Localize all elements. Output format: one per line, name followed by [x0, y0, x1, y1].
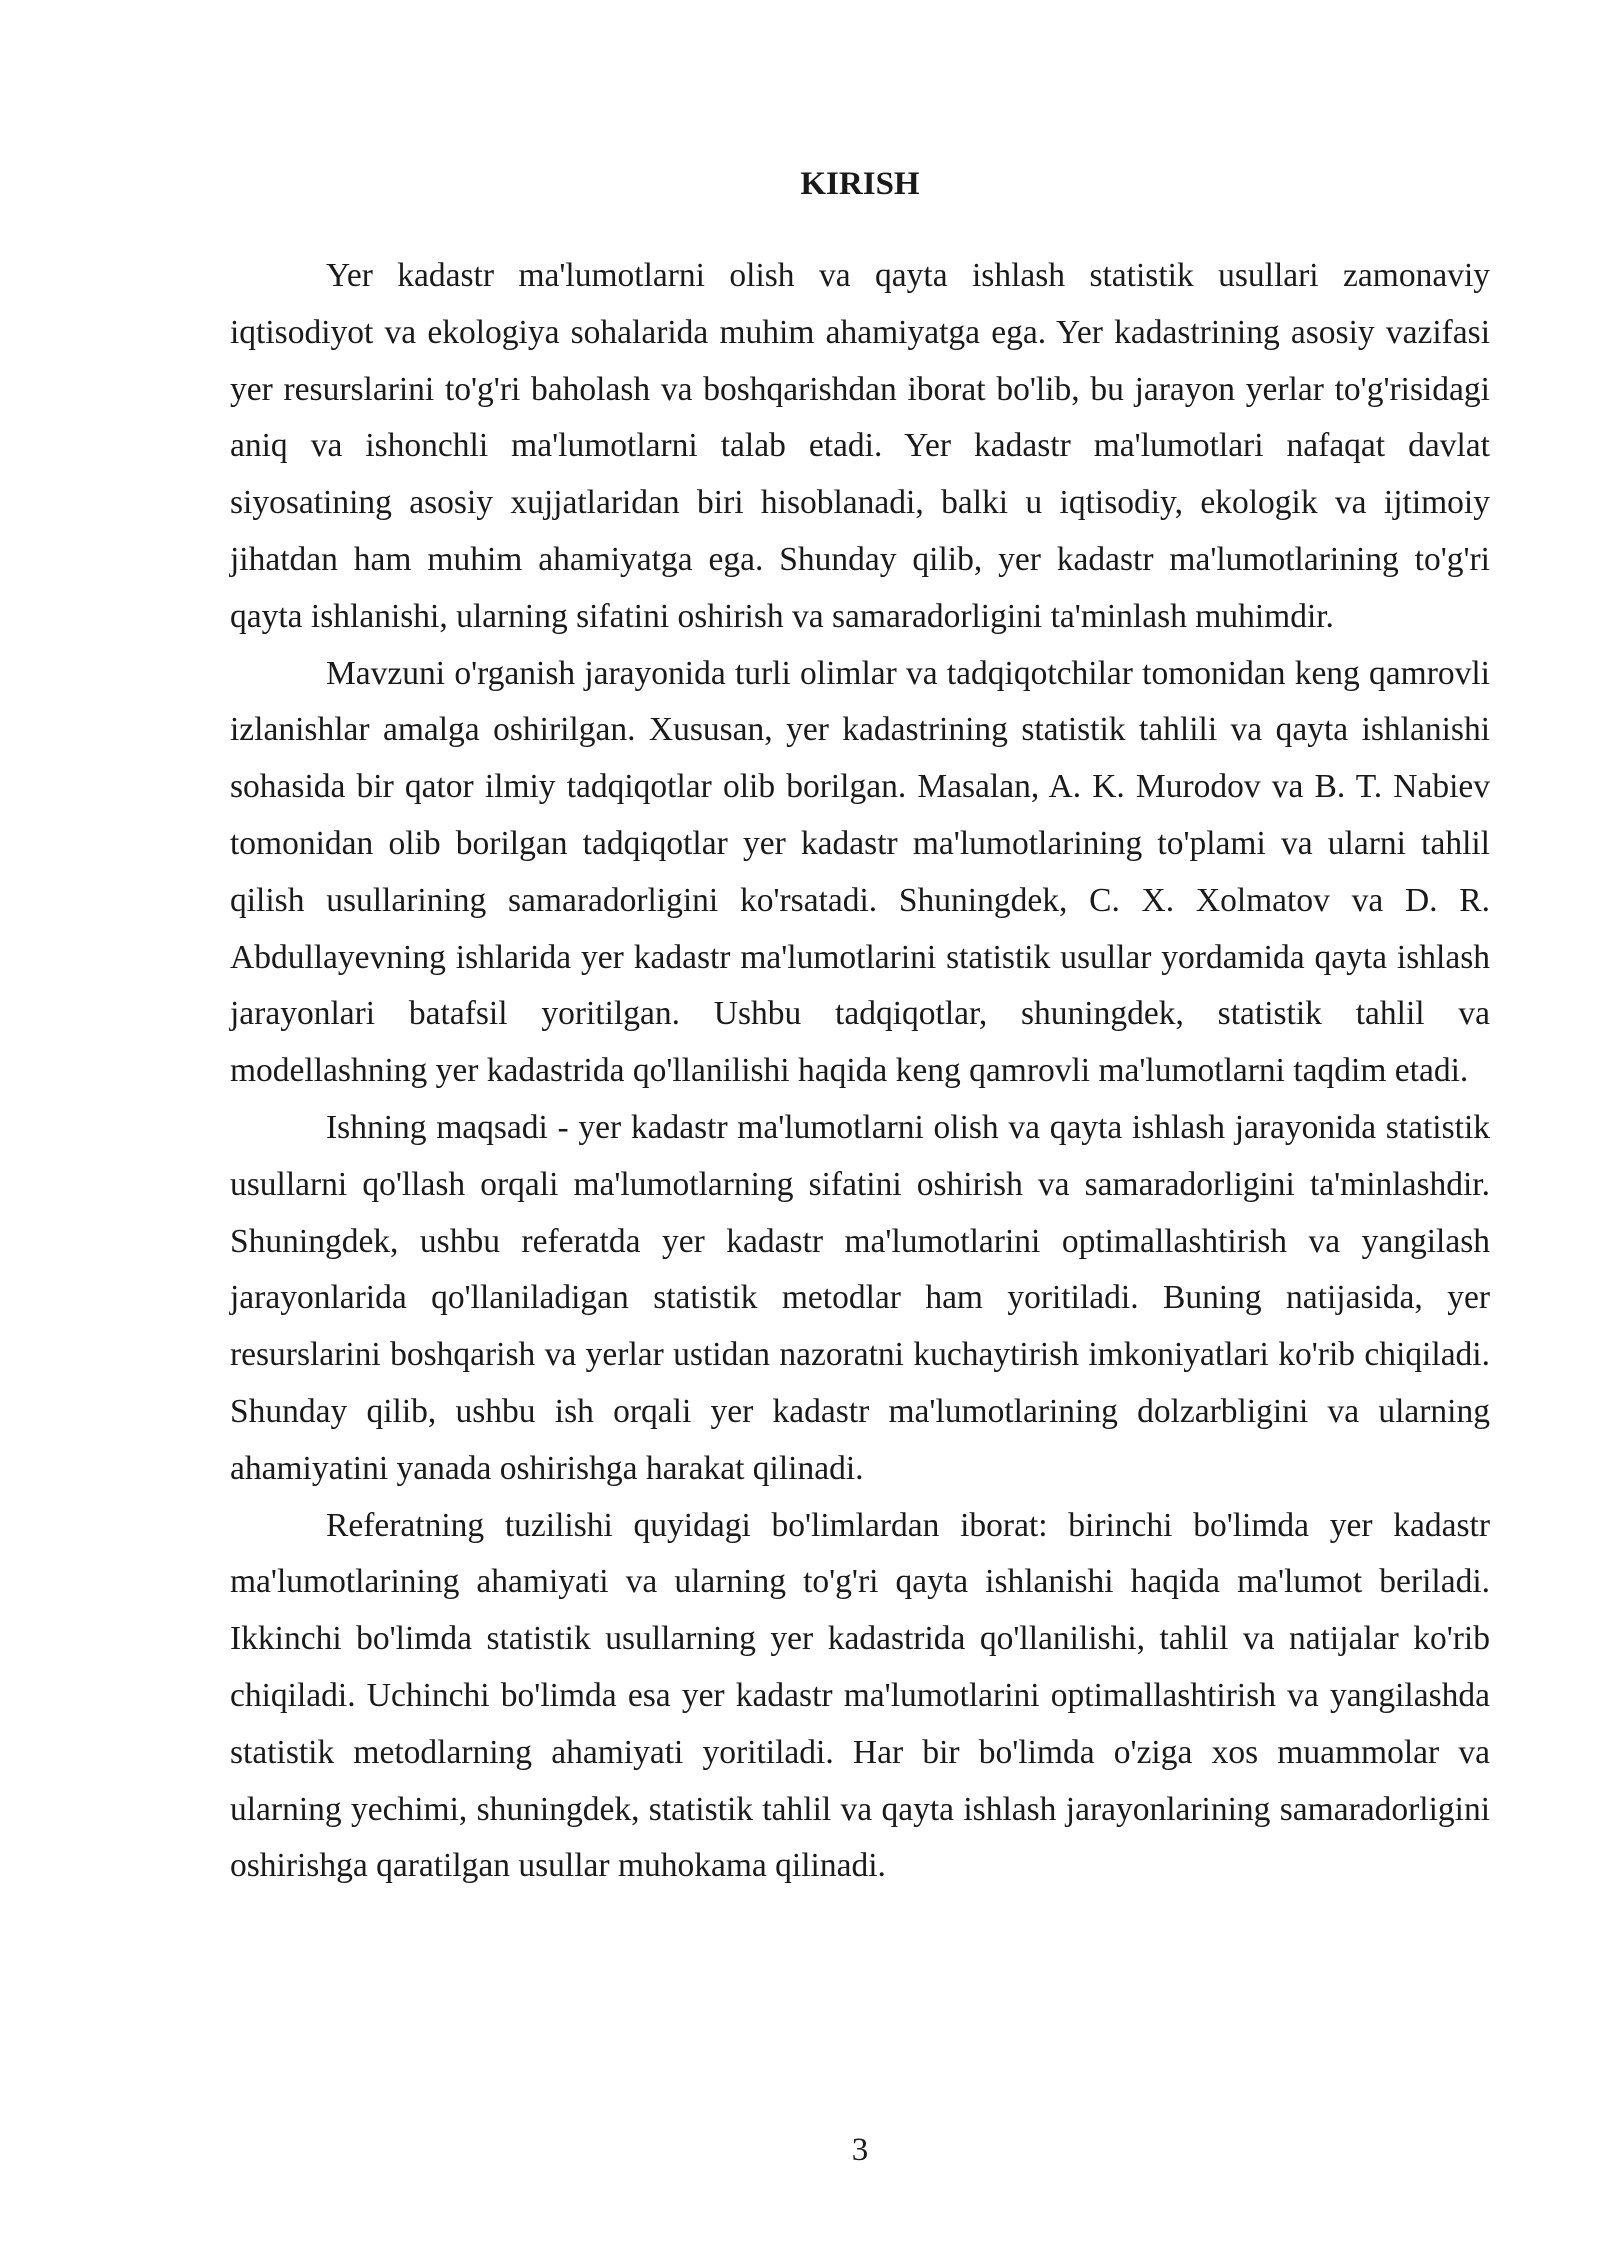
- paragraph-structure: Referatning tuzilishi quyidagi bo'limlardan iborat: birinchi bo'limda yer kadastr ma'lumotlarining ahamiyati va ularning to'g'ri qayta ishlanishi haqida ma'lumot beriladi. Ikkinchi bo'limda statistik usullarning yer kadastrida qo'llanilishi, tahlil va natijalar ko'rib chiqiladi. Uchinchi bo'limda esa yer kadastr ma'lumotlarini optimallashtirish va yangilashda statistik metodlarning ahamiyati yoritiladi. Har bir bo'limda o'ziga xos muammolar va ularning yechimi, shuningdek, statistik tahlil va qayta ishlash jarayonlarining samaradorligini oshirishga qaratilgan usullar muhokama qilinadi.: [230, 1506, 1490, 1885]
- paragraph-literature-review: Mavzuni o'rganish jarayonida turli olimlar va tadqiqotchilar tomonidan keng qamrovli izlanishlar amalga oshirilgan. Xususan, yer kadastrining statistik tahlili va qayta ishlanishi sohasida bir qator ilmiy tadqiqotlar olib borilgan. Masalan, A. K. Murodov va B. T. Nabiev tomonidan olib borilgan tadqiqotlar yer kadastr ma'lumotlarining to'plami va ularni tahlil qilish usullarining samaradorligini ko'rsatadi. Shuningdek, C. X. Xolmatov va D. R. Abdullayevning ishlarida yer kadastr ma'lumotlarini statistik usullar yordamida qayta ishlash jarayonlari batafsil yoritilgan. Ushbu tadqiqotlar, shuningdek, statistik tahlil va modellashning yer kadastrida qo'llanilishi haqida keng qamrovli ma'lumotlarni taqdim etadi.: [230, 654, 1490, 1090]
- body-text: [230, 248, 1490, 1895]
- section-title: KIRISH: [800, 166, 920, 202]
- page-number: 3: [851, 2132, 869, 2168]
- paragraph-purpose: Ishning maqsadi - yer kadastr ma'lumotlarni olish va qayta ishlash jarayonida statistik usullarni qo'llash orqali ma'lumotlarning sifatini oshirish va samaradorligini ta'minlashdir. Shuningdek, ushbu referatda yer kadastr ma'lumotlarini optimallashtirish va yangilash jarayonlarida qo'llaniladigan statistik metodlar ham yoritiladi. Buning natijasida, yer resurslarini boshqarish va yerlar ustidan nazoratni kuchaytirish imkoniyatlari ko'rib chiqiladi. Shunday qilib, ushbu ish orqali yer kadastr ma'lumotlarining dolzarbligini va ularning ahamiyatini yanada oshirishga harakat qilinadi.: [230, 1108, 1490, 1487]
- paragraph-introduction: Yer kadastr ma'lumotlarni olish va qayta ishlash statistik usullari zamonaviy iqtisodiyot va ekologiya sohalarida muhim ahamiyatga ega. Yer kadastrining asosiy vazifasi yer resurslarini to'g'ri baholash va boshqarishdan iborat bo'lib, bu jarayon yerlar to'g'risidagi aniq va ishonchli ma'lumotlarni talab etadi. Yer kadastr ma'lumotlari nafaqat davlat siyosatining asosiy xujjatlaridan biri hisoblanadi, balki u iqtisodiy, ekologik va ijtimoiy jihatdan ham muhim ahamiyatga ega. Shunday qilib, yer kadastr ma'lumotlarining to'g'ri qayta ishlanishi, ularning sifatini oshirish va samaradorligini ta'minlash muhimdir.: [230, 257, 1490, 635]
